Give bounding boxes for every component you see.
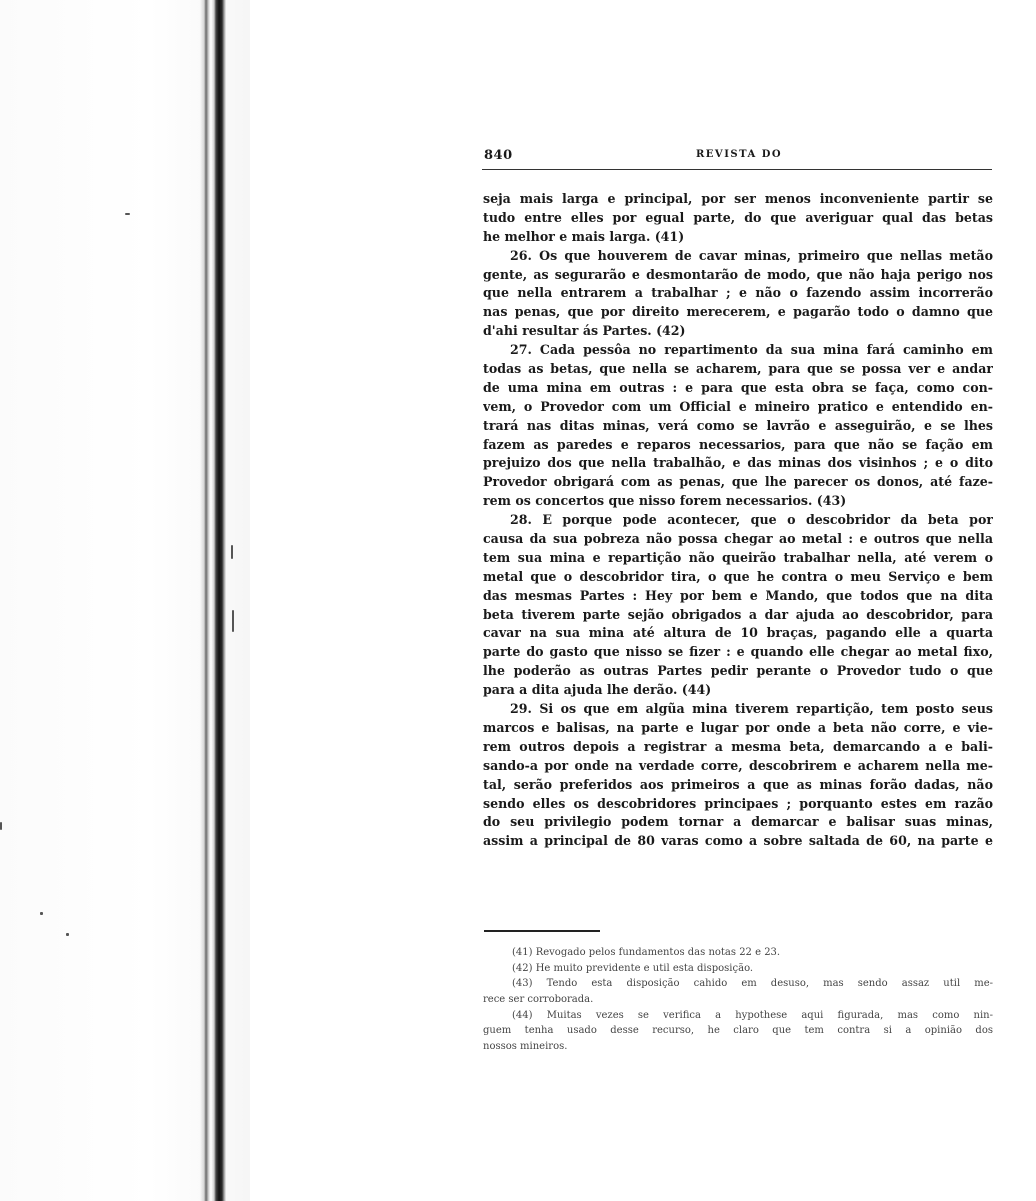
body-text [483, 190, 993, 851]
page-header [484, 148, 992, 168]
text-line: sando-a por onde na verdade corre, descobrirem e acharem nella me- [483, 757, 993, 773]
text-line: sendo elles os descobridores principaes ; porquanto estes em razão [483, 795, 993, 811]
text-line: Provedor obrigará com as penas, que lhe parecer os donos, até faze- [483, 474, 993, 490]
text-line: gente, as segurarão e desmontarão de modo, que não haja perigo nos [483, 266, 993, 282]
paragraph-29: 29. Si os que em algũa mina tiverem repartição, tem posto seus [510, 701, 993, 717]
text-line: seja mais larga e principal, por ser menos inconveniente partir se [483, 191, 993, 206]
footnote-42: (42) He muito previdente e util esta disposição. [512, 962, 754, 974]
scan-speck [231, 545, 233, 559]
text-line: causa da sua pobreza não possa chegar ao metal : e outros que nella [483, 531, 993, 547]
text-line: lhe poderão as outras Partes pedir perante o Provedor tudo o que [483, 663, 993, 679]
text-line: das mesmas Partes : Hey por bem e Mando, que todos que na dita [483, 587, 993, 603]
text-line: marcos e balisas, na parte e lugar por onde a beta não corre, e vie- [483, 719, 993, 735]
footnote-line: rece ser corroborada. [483, 994, 594, 1006]
text-line: de uma mina em outras : e para que esta obra se faça, como con- [483, 379, 993, 395]
text-line: para a dita ajuda lhe derão. (44) [483, 682, 712, 698]
page-number: 840 [484, 148, 513, 163]
text-line: beta tiverem parte sejão obrigados a dar ajuda ao descobridor, para [483, 606, 993, 622]
text-line: he melhor e mais larga. (41) [483, 228, 685, 244]
text-line: nas penas, que por direito merecerem, e pagarão todo o damno que [483, 304, 993, 320]
text-line: prejuizo dos que nella trabalhão, e das minas dos visinhos ; e o dito [483, 455, 993, 471]
book-gutter [200, 0, 226, 1201]
text-line: tem sua mina e repartição não queirão trabalhar nella, até verem o [483, 549, 993, 565]
footnote-41: (41) Revogado pelos fundamentos das notas 22 e 23. [512, 947, 781, 958]
footnote-line: nossos mineiros. [483, 1041, 568, 1053]
paragraph-28: 28. E porque pode acontecer, que o descobridor da beta por [510, 512, 993, 528]
running-head: REVISTA DO [696, 149, 783, 160]
scan-speck [0, 822, 2, 830]
footnotes [483, 945, 993, 1055]
scan-speck [232, 610, 234, 632]
text-line: rem outros depois a registrar a mesma beta, demarcando a e bali- [483, 738, 993, 754]
text-line: metal que o descobridor tira, o que he contra o meu Serviço e bem [483, 568, 993, 584]
text-line: assim a principal de 80 varas como a sobre saltada de 60, na parte e [483, 833, 993, 849]
text-line: todas as betas, que nella se acharem, para que se possa ver e andar [483, 361, 993, 377]
text-line: trará nas ditas minas, verá como se lavrão e asseguirão, e se lhes [483, 417, 993, 433]
text-line: parte do gasto que nisso se fizer : e quando elle chegar ao metal fixo, [483, 644, 993, 660]
footnote-44: (44) Muitas vezes se verifica a hypothese aqui figurada, mas como nin- [512, 1009, 993, 1021]
scan-speck [125, 213, 130, 215]
text-line: cavar na sua mina até altura de 10 braças, pagando elle a quarta [483, 625, 993, 641]
text-line: tudo entre elles por egual parte, do que averiguar qual das betas [483, 209, 993, 225]
text-line: tal, serão preferidos aos primeiros a que as minas forão dadas, não [483, 776, 993, 792]
footnote-line: guem tenha usado desse recurso, he claro que tem contra si a opinião dos [483, 1025, 993, 1037]
text-line: rem os concertos que nisso forem necessarios. (43) [483, 493, 847, 509]
scan-speck [66, 933, 69, 936]
header-rule [482, 169, 992, 170]
footnote-43: (43) Tendo esta disposição cahido em desuso, mas sendo assaz util me- [512, 978, 993, 990]
text-line: do seu privilegio podem tornar a demarcar e balisar suas minas, [483, 814, 993, 830]
paragraph-27: 27. Cada pessôa no repartimento da sua mina fará caminho em [510, 342, 993, 358]
footnote-rule [484, 930, 600, 932]
text-line: d'ahi resultar ás Partes. (42) [483, 323, 686, 339]
scan-speck [40, 912, 43, 915]
paragraph-26: 26. Os que houverem de cavar minas, primeiro que nellas metão [510, 247, 993, 263]
text-line: vem, o Provedor com um Official e mineiro pratico e entendido en- [483, 398, 993, 414]
text-line: que nella entrarem a trabalhar ; e não o fazendo assim incorrerão [483, 285, 993, 301]
text-line: fazem as paredes e reparos necessarios, para que não se fação em [483, 436, 993, 452]
